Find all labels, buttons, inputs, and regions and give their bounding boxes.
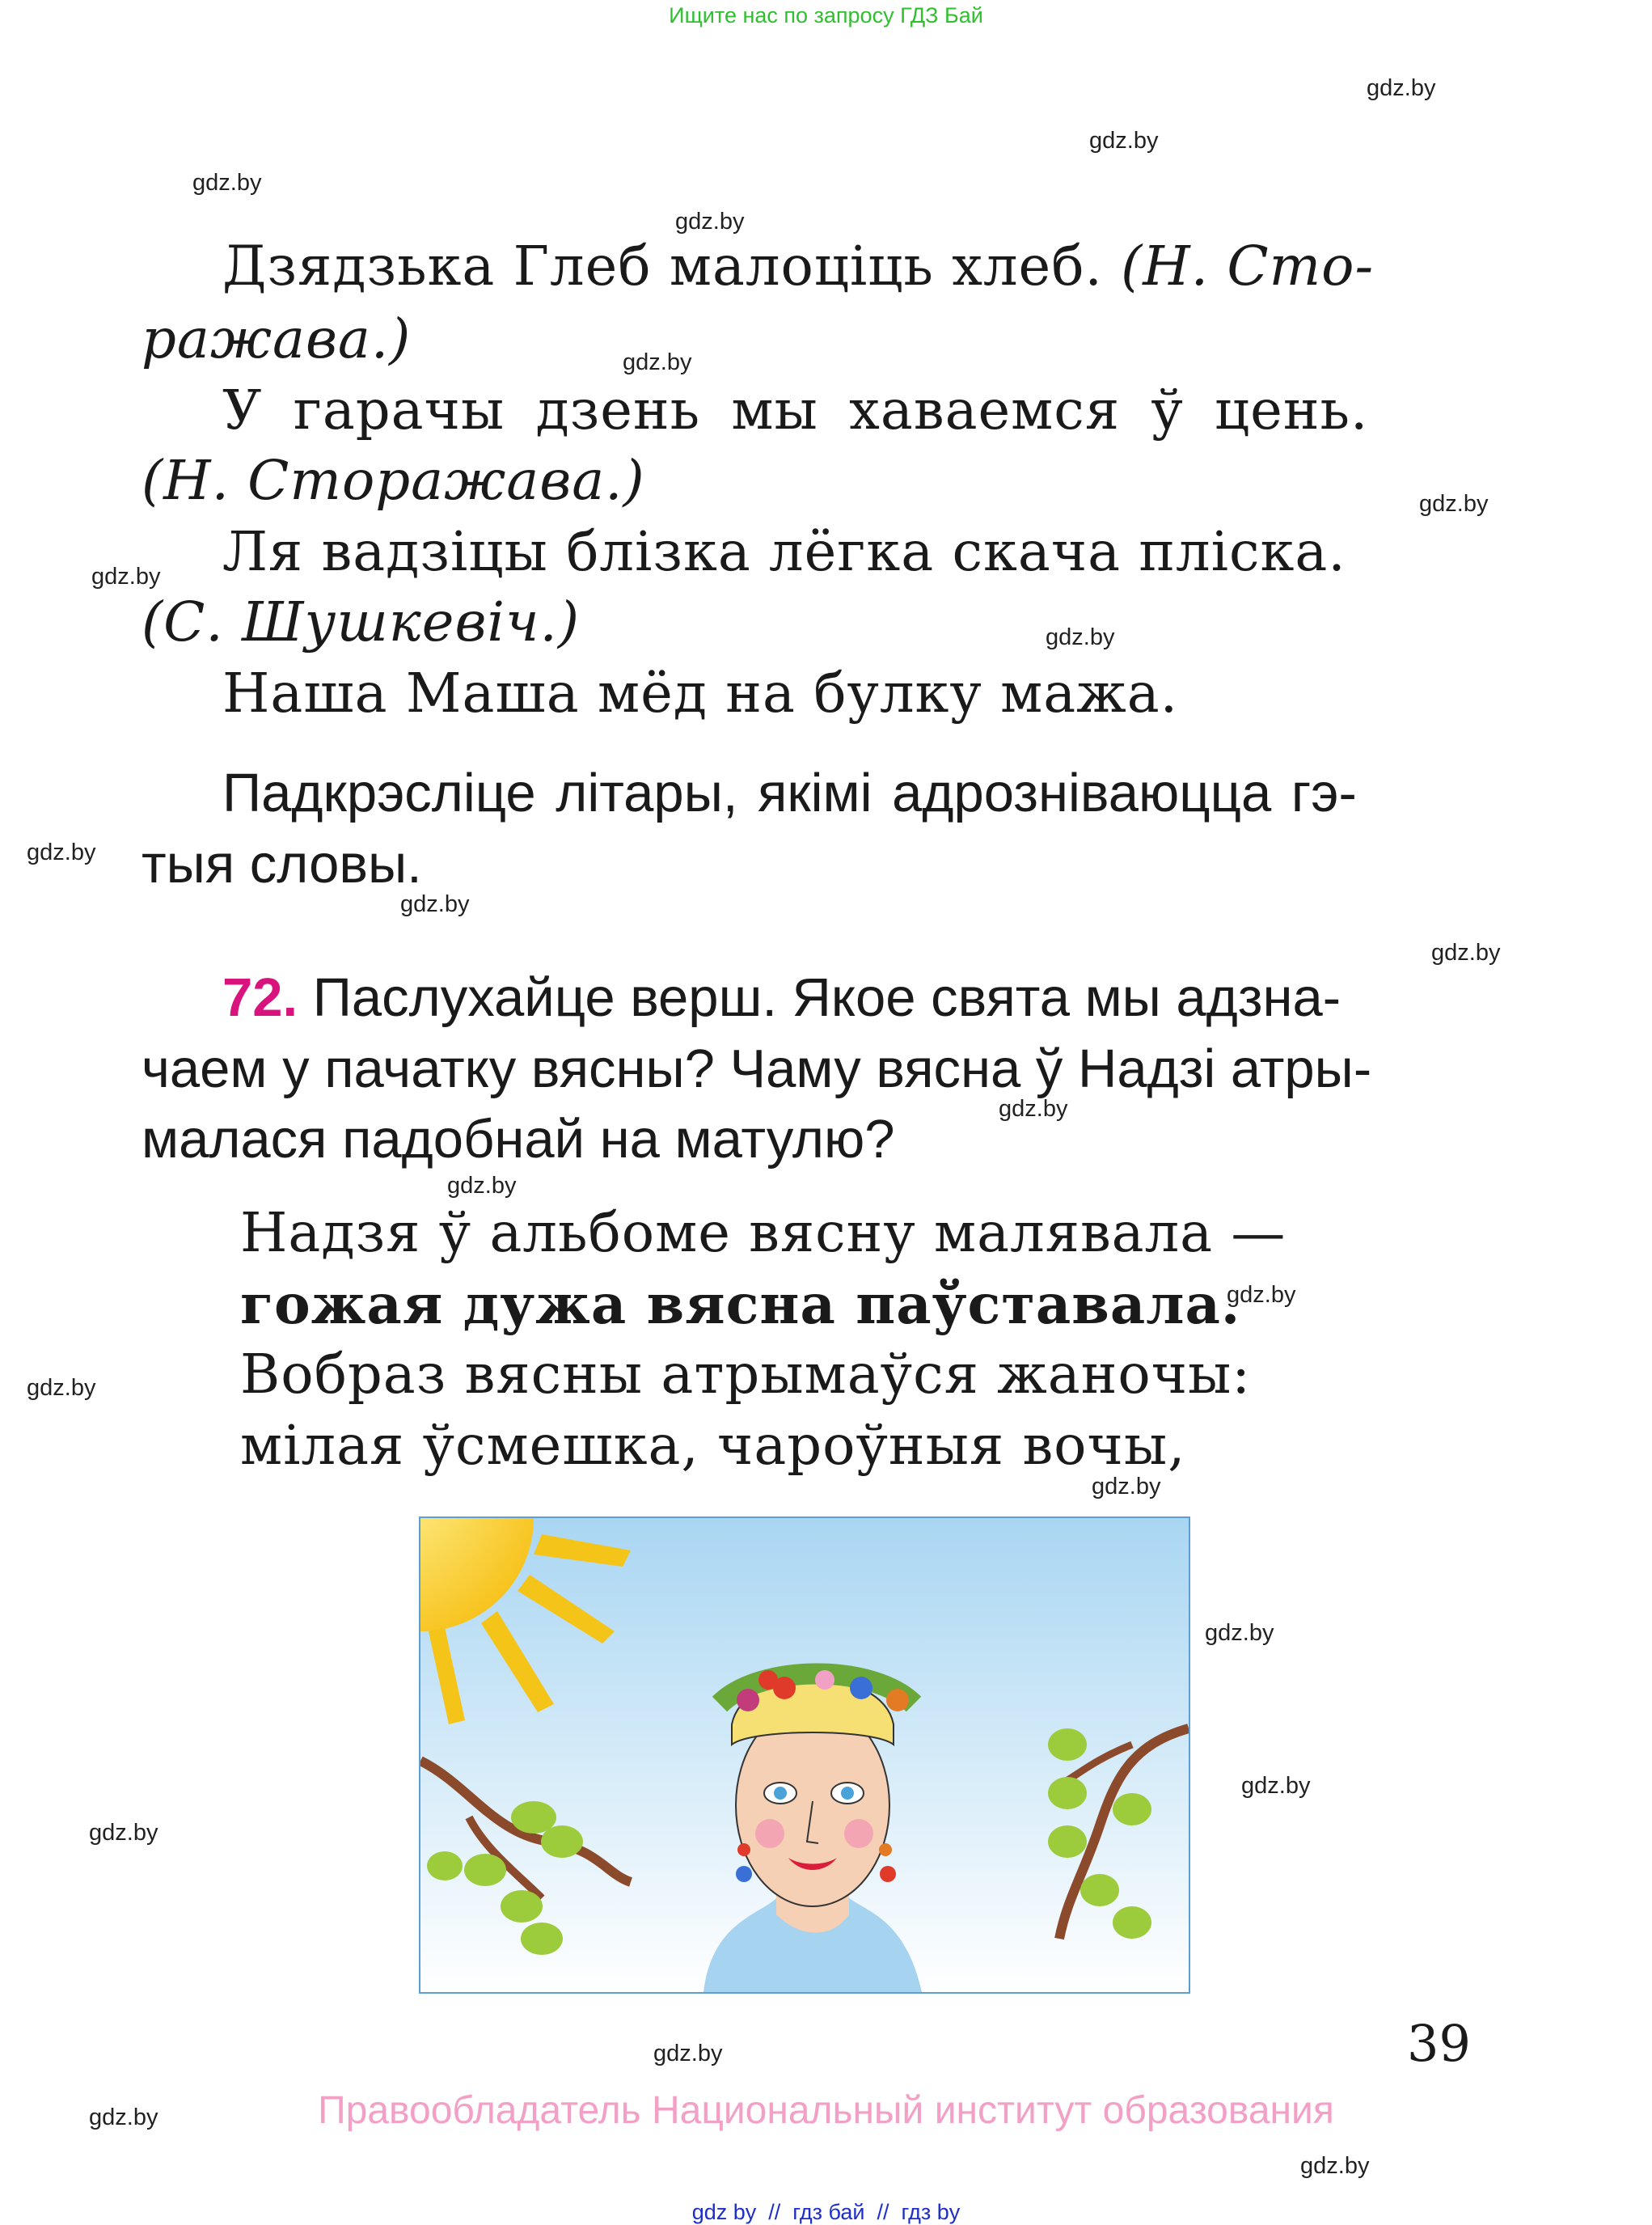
top-banner: Ищите нас по запросу ГДЗ Бай — [669, 3, 983, 27]
poem-line-4: мілая ўсмешка, чароўныя вочы, — [240, 1414, 1186, 1477]
watermark: gdz.by — [91, 564, 161, 590]
watermark: gdz.by — [192, 170, 262, 196]
spring-woman-drawing — [420, 1518, 1189, 1992]
sentence-1-author-cont: ражава.) — [142, 307, 412, 370]
sentence-4: Наша Маша мёд на булку мажа. — [222, 662, 1179, 725]
sentence-1-author: (Н. Сто- — [1121, 235, 1375, 298]
watermark: gdz.by — [1205, 1620, 1274, 1646]
watermark: gdz.by — [623, 349, 692, 375]
watermark: gdz.by — [89, 1820, 158, 1846]
exercise-number: 72. — [222, 967, 298, 1028]
watermark: gdz.by — [1092, 1474, 1161, 1500]
task-line-1: Падкрэсліце літары, якімі адрозніваюцца гэ- — [222, 763, 1357, 823]
sentence-3-author: (С. Шушкевіч.) — [142, 590, 580, 654]
watermark: gdz.by — [89, 2104, 158, 2130]
watermark: gdz.by — [1431, 940, 1501, 966]
copyright-notice: Правообладатель Национальный институт образования — [318, 2089, 1334, 2132]
poem-line-2: гожая дужа вясна паўставала. — [240, 1272, 1241, 1336]
watermark: gdz.by — [400, 891, 470, 917]
page-number: 39 — [1407, 2014, 1471, 2073]
sentence-2: У гарачы дзень мы хаваемся ў цень. — [222, 379, 1369, 442]
watermark: gdz.by — [653, 2041, 723, 2066]
watermark: gdz.by — [675, 209, 745, 235]
poem-line-1: Надзя ў альбоме вясну малявала — — [240, 1201, 1287, 1264]
watermark: gdz.by — [999, 1096, 1068, 1122]
task-line-2: тыя словы. — [142, 834, 422, 895]
watermark: gdz.by — [1241, 1773, 1311, 1799]
watermark: gdz.by — [1046, 624, 1115, 650]
watermark: gdz.by — [1419, 491, 1489, 517]
exercise-line-2: чаем у пачатку вясны? Чаму вясна ў Надзі атры- — [142, 1038, 1372, 1099]
sentence-1 — [222, 235, 1374, 298]
poem-line-3: Вобраз вясны атрымаўся жаночы: — [240, 1343, 1251, 1406]
sentence-1-text: Дзядзька Глеб малоціць хлеб. — [222, 235, 1122, 298]
watermark: gdz.by — [1367, 75, 1436, 101]
spring-illustration — [419, 1516, 1190, 1994]
watermark: gdz.by — [27, 840, 96, 865]
watermark: gdz.by — [1300, 2153, 1370, 2179]
exercise-line-1: 72. Паслухайце верш. Якое свята мы адзна- — [222, 967, 1341, 1028]
bottom-links[interactable]: gdz by // гдз бай // гдз by — [691, 2200, 961, 2224]
watermark: gdz.by — [1227, 1282, 1296, 1308]
exercise-line-3: малася падобнай на матулю? — [142, 1109, 895, 1170]
watermark: gdz.by — [1089, 128, 1159, 154]
sentence-3: Ля вадзіцы блізка лёгка скача пліска. — [222, 520, 1346, 583]
sentence-2-author: (Н. Сторажава.) — [142, 449, 645, 512]
watermark: gdz.by — [27, 1375, 96, 1401]
watermark: gdz.by — [447, 1173, 517, 1199]
